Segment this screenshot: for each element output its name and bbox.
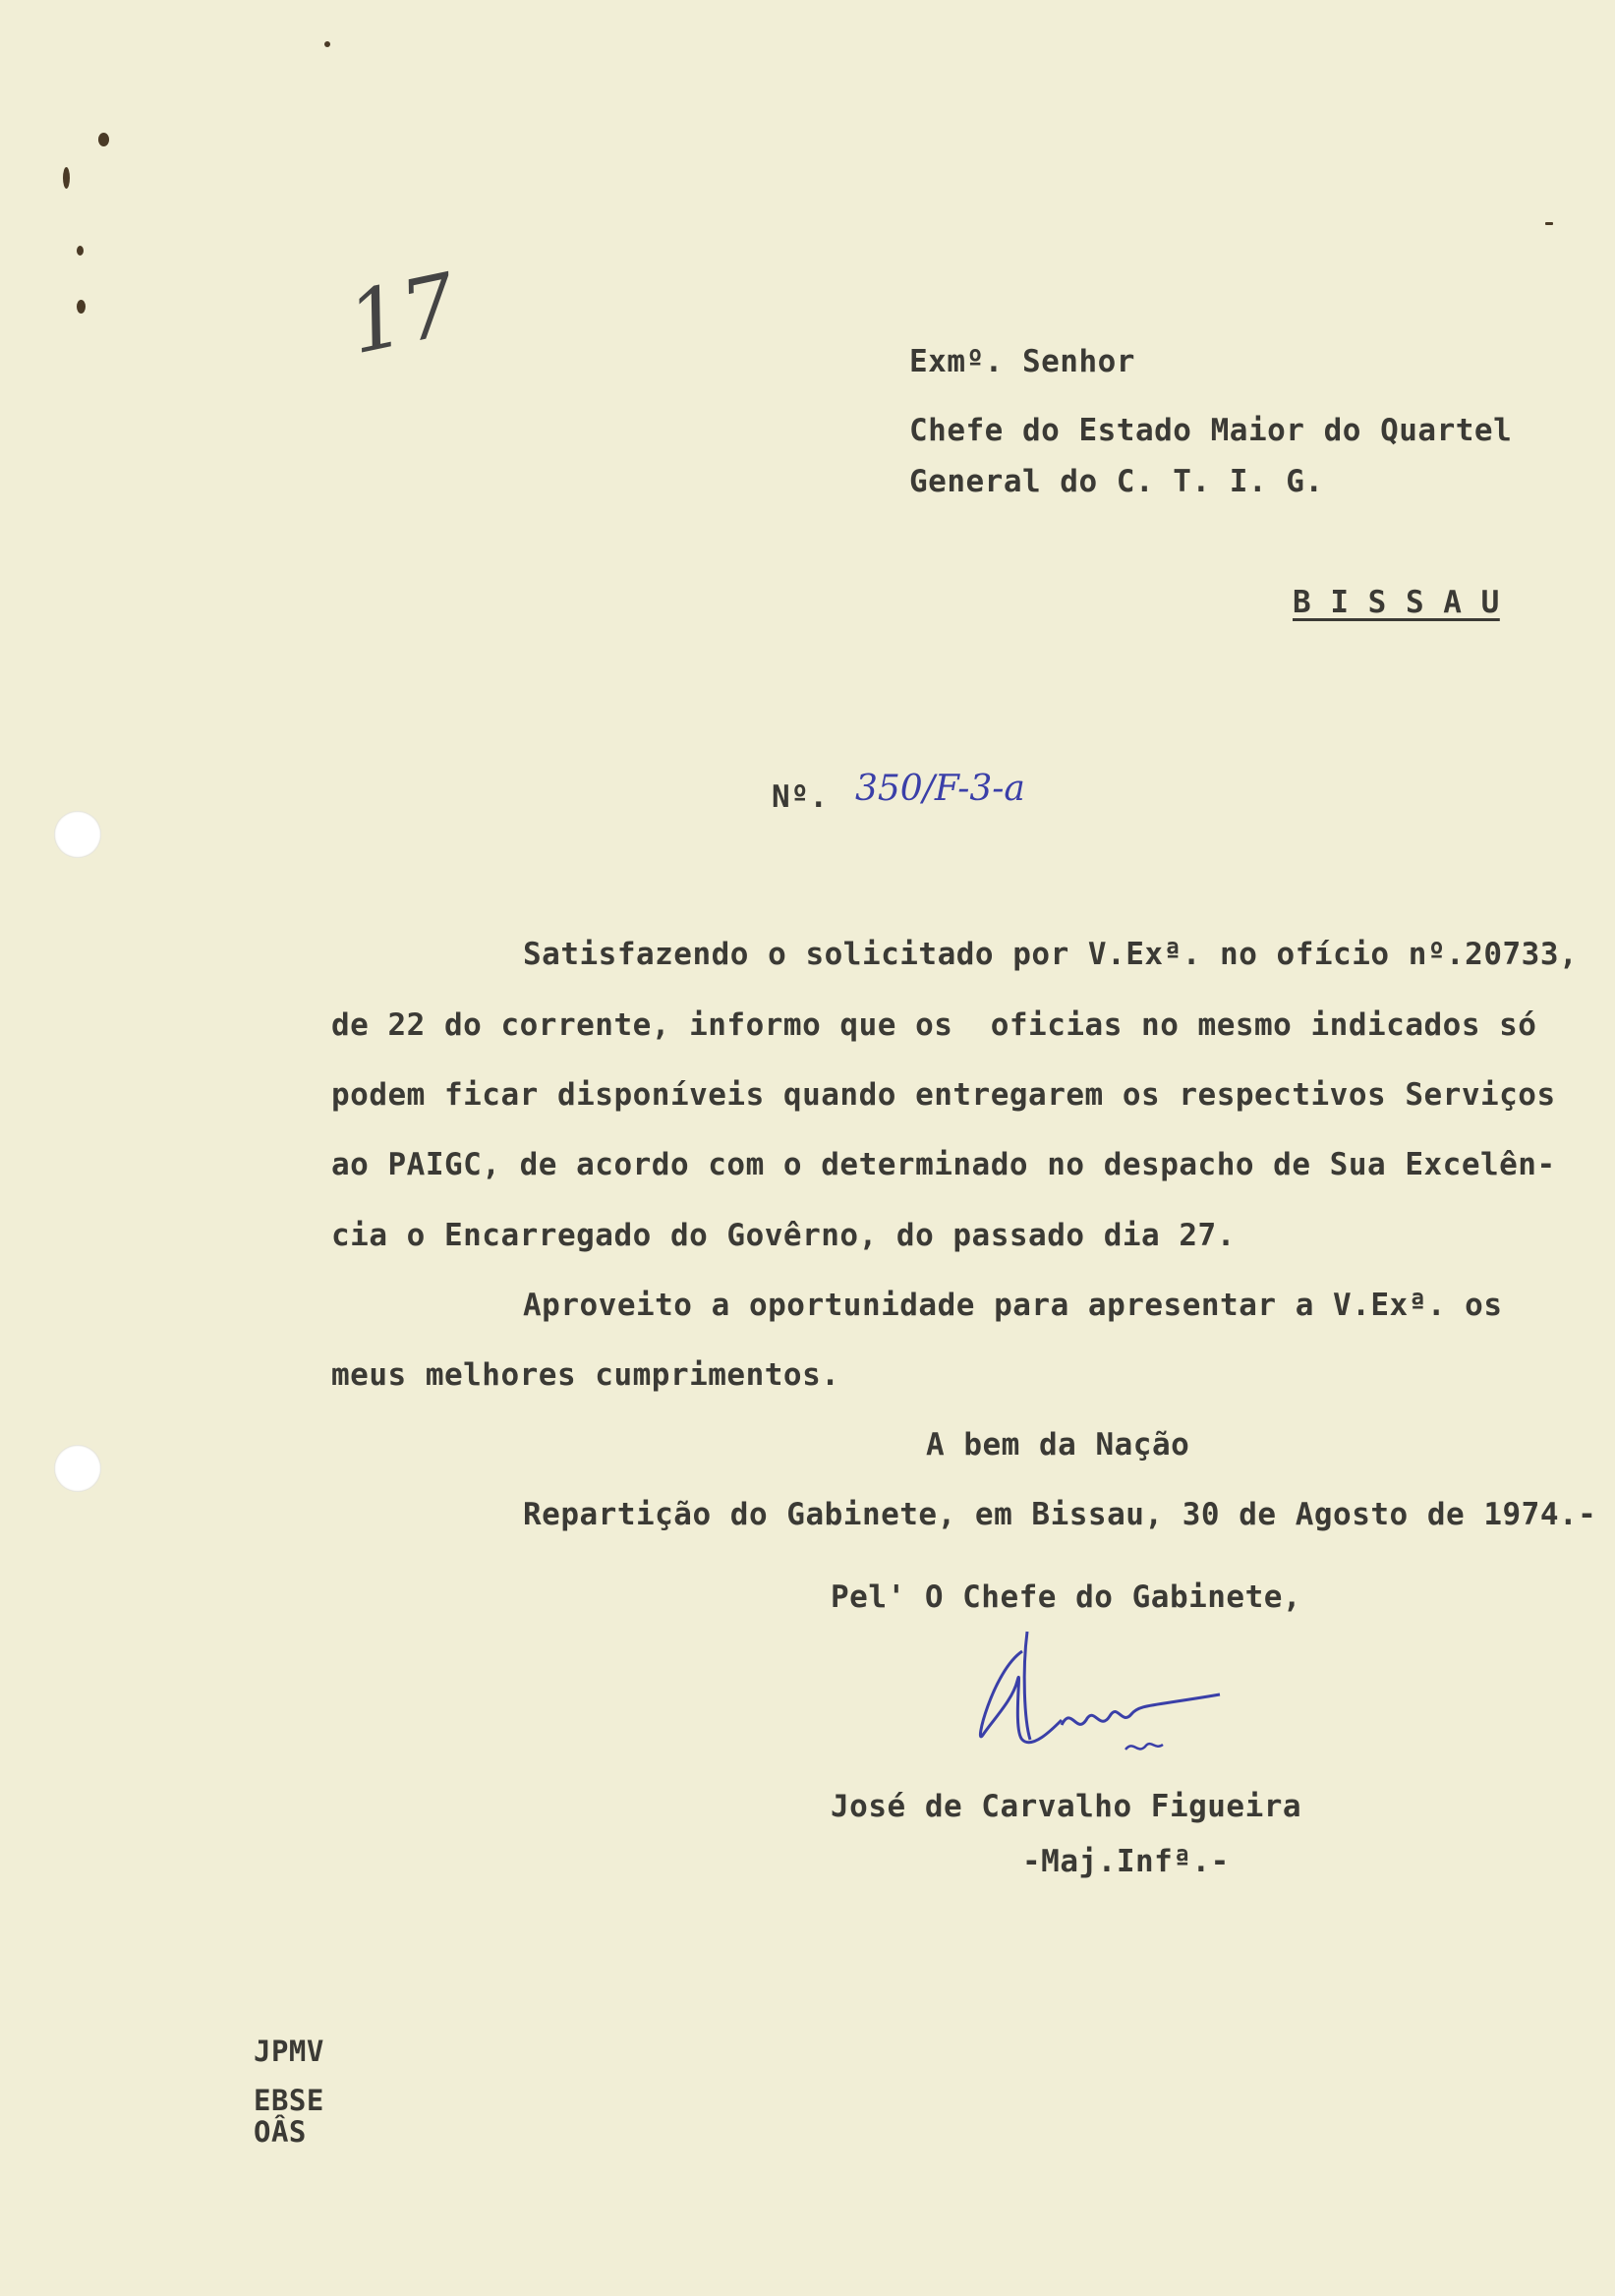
body-p1-line-4: ao PAIGC, de acordo com o determinado no despacho de Sua Excelên- [331,1147,1556,1182]
closing-motto: A bem da Nação [926,1427,1190,1463]
handwritten-signature [953,1612,1248,1789]
punch-hole-lower [54,1445,101,1492]
body-p1-line-3: podem ficar disponíveis quando entregarem os respectivos Serviços [331,1077,1556,1113]
signer-role: Pel' O Chefe do Gabinete, [831,1579,1302,1615]
reference-label: Nº. [772,779,829,815]
body-p2-line-1: Aproveito a oportunidade para apresentar a V.Exª. os [523,1288,1503,1323]
closing-place-date: Repartição do Gabinete, em Bissau, 30 de Agosto de 1974.- [523,1497,1597,1532]
recipient-city: B I S S A U [1293,585,1500,620]
paper-speck [77,300,86,314]
initials-line-3: OÂS [254,2115,307,2149]
signer-rank: -Maj.Infª.- [1022,1844,1230,1879]
paper-speck [98,133,109,146]
body-p1-line-1: Satisfazendo o solicitado por V.Exª. no ofício nº.20733, [523,937,1579,972]
paper-speck [1545,222,1553,225]
paper-speck [77,246,84,256]
punch-hole-upper [54,811,101,858]
paper-speck [63,167,70,189]
folio-mark: 17 [339,255,466,374]
signer-name: José de Carvalho Figueira [831,1789,1302,1824]
reference-number-handwritten: 350/F-3-a [855,769,1025,809]
recipient-line-2: General do C. T. I. G. [909,464,1324,499]
paper-speck [324,41,330,47]
initials-line-2: EBSE [254,2084,324,2117]
initials-line-1: JPMV [254,2035,324,2068]
body-p1-line-5: cia o Encarregado do Govêrno, do passado dia 27. [331,1218,1236,1253]
recipient-salutation: Exmº. Senhor [909,344,1135,379]
body-p1-line-2: de 22 do corrente, informo que os oficias no mesmo indicados só [331,1007,1537,1043]
body-p2-line-2: meus melhores cumprimentos. [331,1357,840,1393]
recipient-line-1: Chefe do Estado Maior do Quartel [909,413,1513,448]
